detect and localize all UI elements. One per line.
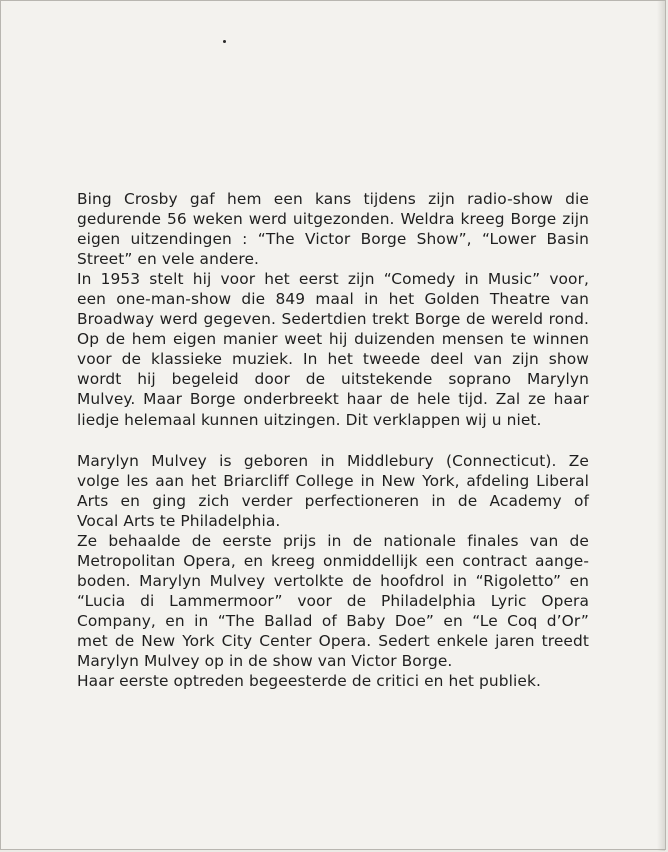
text-line: wordt hij begeleid door de uitstekende soprano Marylyn [77, 370, 589, 389]
body-text [77, 189, 589, 691]
text-line: een one-man-show die 849 maal in het Golden Theatre van [77, 290, 589, 309]
text-line: boden. Marylyn Mulvey vertolkte de hoofdrol in “Rigoletto” en [77, 571, 589, 590]
text-line: voor de klassieke muziek. In het tweede deel van zijn show [77, 350, 589, 369]
text-line: In 1953 stelt hij voor het eerst zijn “Comedy in Music” voor, [77, 270, 589, 289]
text-line: Arts en ging zich verder perfectioneren in de Academy of [77, 491, 589, 510]
text-line: volge les aan het Briarcliff College in New York, afdeling Liberal [77, 471, 589, 490]
text-line: met de New York City Center Opera. Sedert enkele jaren treedt [77, 631, 589, 650]
paragraph-gap [77, 430, 589, 451]
text-line: Broadway werd gegeven. Sedertdien trekt Borge de wereld rond. [77, 310, 589, 329]
text-line: Vocal Arts te Philadelphia. [77, 511, 281, 530]
text-line: Bing Crosby gaf hem een kans tijdens zijn radio-show die [77, 190, 589, 208]
text-line: eigen uitzendingen : “The Victor Borge Show”, “Lower Basin [77, 230, 589, 249]
text-line: Street” en vele andere. [77, 250, 260, 269]
text-line: Marylyn Mulvey is geboren in Middlebury (Connecticut). Ze [77, 451, 589, 470]
text-line: Haar eerste optreden begeesterde de critici en het publiek. [77, 672, 541, 691]
text-line: “Lucia di Lammermoor” voor de Philadelphia Lyric Opera [77, 591, 589, 610]
text-line: Company, en in “The Ballad of Baby Doe” en “Le Coq d’Or” [77, 611, 589, 630]
text-line: Mulvey. Maar Borge onderbreekt haar de hele tijd. Zal ze haar [77, 390, 589, 409]
page-edge-shadow [657, 1, 665, 851]
text-line: liedje helemaal kunnen uitzingen. Dit verklappen wij u niet. [77, 410, 542, 429]
text-line: Marylyn Mulvey op in de show van Victor Borge. [77, 652, 453, 671]
text-line: gedurende 56 weken werd uitgezonden. Weldra kreeg Borge zijn [77, 210, 589, 229]
text-line: Ze behaalde de eerste prijs in de nationale finales van de [77, 531, 589, 550]
text-line: Metropolitan Opera, en kreeg onmiddellijk een contract aange- [77, 551, 589, 570]
text-line: Op de hem eigen manier weet hij duizenden mensen te winnen [77, 330, 589, 349]
ink-speck [223, 40, 226, 43]
